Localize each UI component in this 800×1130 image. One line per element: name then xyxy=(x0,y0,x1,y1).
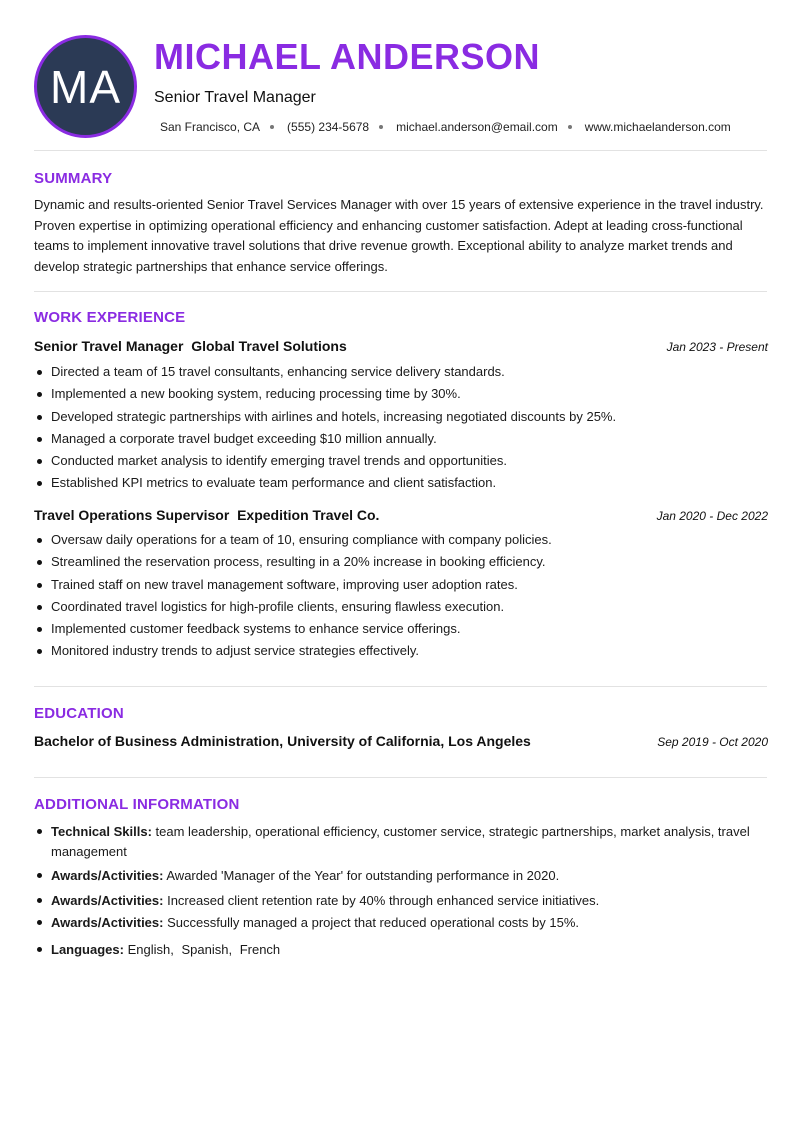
item-label: Awards/Activities: xyxy=(51,915,164,930)
item-label: Awards/Activities: xyxy=(51,868,164,883)
languages-label: Languages: xyxy=(51,941,124,957)
divider xyxy=(34,777,767,778)
list-item: Conducted market analysis to identify emerging travel trends and opportunities. xyxy=(51,450,771,472)
job-header xyxy=(34,338,768,354)
list-item: Developed strategic partnerships with airlines and hotels, increasing negotiated discounts by 25%. xyxy=(51,406,771,428)
list-item: Coordinated travel logistics for high-profile clients, ensuring flawless execution. xyxy=(51,596,771,618)
education-dates: Sep 2019 - Oct 2020 xyxy=(657,735,768,749)
item-text: Increased client retention rate by 40% through enhanced service initiatives. xyxy=(167,892,600,908)
item-label: Technical Skills: xyxy=(51,824,152,839)
avatar xyxy=(34,35,137,138)
contact-phone: (555) 234-5678 xyxy=(287,120,370,134)
list-item xyxy=(51,891,751,911)
list-item xyxy=(51,913,751,933)
language: English, xyxy=(127,941,174,957)
language: French xyxy=(239,941,281,957)
list-item: Trained staff on new travel management software, improving user adoption rates. xyxy=(51,574,771,596)
list-item: Directed a team of 15 travel consultants, enhancing service delivery standards. xyxy=(51,361,771,383)
job-role: Senior Travel Manager xyxy=(34,338,184,354)
item-text: Awarded 'Manager of the Year' for outstanding performance in 2020. xyxy=(166,868,560,883)
job-dates: Jan 2020 - Dec 2022 xyxy=(656,509,768,523)
item-label: Awards/Activities: xyxy=(51,892,164,908)
list-item: Streamlined the reservation process, resulting in a 20% increase in booking efficiency. xyxy=(51,551,771,573)
contact-location: San Francisco, CA xyxy=(160,120,261,134)
language: Spanish, xyxy=(181,941,233,957)
job-dates: Jan 2023 - Present xyxy=(666,340,768,354)
education-degree: Bachelor of Business Administration, University of California, Los Angeles xyxy=(34,733,531,749)
separator-dot xyxy=(270,125,274,129)
job-header xyxy=(34,507,768,523)
contact-line xyxy=(160,120,731,134)
candidate-title: Senior Travel Manager xyxy=(154,89,316,106)
list-item: Established KPI metrics to evaluate team performance and client satisfaction. xyxy=(51,472,771,494)
list-item xyxy=(51,940,751,960)
job-role: Travel Operations Supervisor xyxy=(34,507,230,523)
divider xyxy=(34,291,767,292)
list-item: Implemented a new booking system, reducing processing time by 30%. xyxy=(51,383,771,405)
divider xyxy=(34,686,767,687)
item-text: team leadership, operational efficiency, customer service, strategic partnerships, market analysis, travel management xyxy=(51,824,750,859)
job-company: Expedition Travel Co. xyxy=(237,507,380,523)
education-entry xyxy=(34,733,768,749)
job-title-company xyxy=(34,338,347,354)
list-item xyxy=(51,866,751,886)
summary-heading: SUMMARY xyxy=(34,170,113,187)
separator-dot xyxy=(568,125,572,129)
list-item: Managed a corporate travel budget exceeding $10 million annually. xyxy=(51,428,771,450)
job-company: Global Travel Solutions xyxy=(191,338,347,354)
candidate-name: MICHAEL ANDERSON xyxy=(154,36,541,77)
contact-website: www.michaelanderson.com xyxy=(584,120,731,134)
divider xyxy=(34,150,767,151)
separator-dot xyxy=(379,125,383,129)
job-title-company xyxy=(34,507,379,523)
additional-heading: ADDITIONAL INFORMATION xyxy=(34,796,240,813)
list-item: Implemented customer feedback systems to enhance service offerings. xyxy=(51,618,771,640)
job-bullets xyxy=(51,361,771,495)
job-bullets xyxy=(51,529,771,663)
contact-email: michael.anderson@email.com xyxy=(396,120,558,134)
summary-text: Dynamic and results-oriented Senior Travel Services Manager with over 15 years of extensive experience in the travel industry. Proven expertise in optimizing operational efficiency and enhancing customer satisfaction. Adept at leading cross-functional teams to implement innovative travel solutions that drive revenue growth. Exceptional ability to analyze market trends and develop strategic partnerships that enhance service offerings. xyxy=(34,197,764,274)
avatar-initials: MA xyxy=(50,60,121,113)
education-heading: EDUCATION xyxy=(34,705,124,722)
list-item xyxy=(51,822,751,861)
additional-list xyxy=(51,822,751,964)
experience-heading: WORK EXPERIENCE xyxy=(34,309,186,326)
list-item: Oversaw daily operations for a team of 10, ensuring compliance with company policies. xyxy=(51,529,771,551)
item-text: Successfully managed a project that reduced operational costs by 15%. xyxy=(167,915,579,930)
list-item: Monitored industry trends to adjust service strategies effectively. xyxy=(51,640,771,662)
